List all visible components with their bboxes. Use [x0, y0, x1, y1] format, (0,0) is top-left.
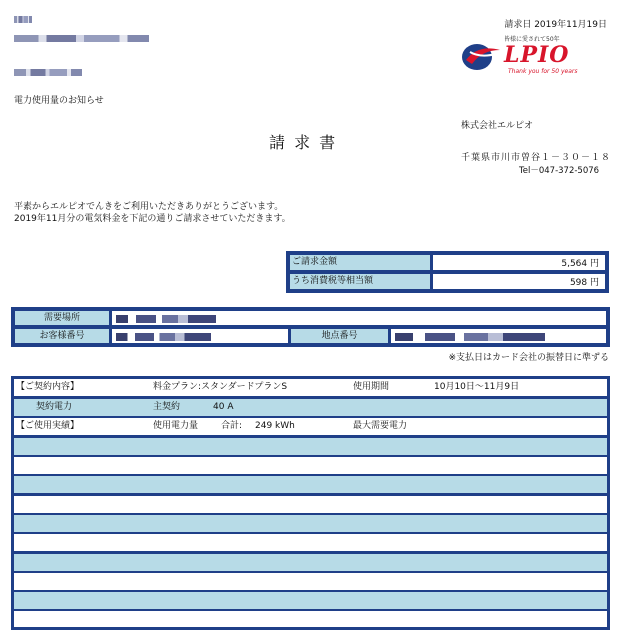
tax-amount-cell — [432, 273, 606, 290]
location-value — [111, 310, 607, 326]
empty-row — [14, 457, 607, 474]
redacted-text — [14, 16, 32, 23]
usage-header: 【ご使用実績】 — [16, 421, 80, 431]
customer-number-value — [111, 328, 289, 344]
main-contract-value: 40 A — [213, 402, 234, 412]
tax-amount-value: 598 円 — [569, 278, 599, 288]
contract-header: 【ご契約内容】 — [16, 382, 80, 392]
total-amount-value: 5,564 円 — [561, 259, 599, 269]
logo-swirl-icon — [460, 40, 504, 74]
empty-row — [14, 573, 607, 590]
document-title: 請 求 書 — [269, 133, 338, 152]
main-contract-label: 主契約 — [153, 402, 181, 412]
empty-row — [14, 515, 607, 532]
empty-row — [14, 496, 607, 513]
logo-text: LPIO — [504, 42, 570, 68]
redacted-text — [14, 35, 149, 42]
greeting-line-2: 2019年11月分の電気料金を下記の通りご請求させていただきます。 — [14, 214, 291, 224]
empty-row — [14, 438, 607, 455]
redacted-text — [14, 69, 82, 76]
period-label: 使用期間 — [353, 382, 390, 392]
greeting-line-1: 平素からエルピオでんきをご利用いただきありがとうございます。 — [14, 202, 284, 212]
redacted-location — [116, 315, 216, 323]
tax-amount-label: うち消費税等相当額 — [289, 273, 431, 290]
total-amount-cell — [432, 254, 606, 271]
billing-date: 請求日 2019年11月19日 — [504, 20, 607, 30]
company-name: 株式会社エルピオ — [461, 121, 534, 131]
empty-row — [14, 554, 607, 571]
logo-tagline-bottom: Thank you for 50 years — [508, 68, 578, 75]
usage-total-value: 249 kWh — [255, 421, 295, 431]
point-number-value — [390, 328, 607, 344]
max-demand-label: 最大需要電力 — [353, 421, 408, 431]
period-value: 10月10日～11月9日 — [434, 382, 520, 392]
logo-tagline-top: 皆様に愛されて50年 — [504, 36, 560, 43]
contract-row — [14, 379, 607, 396]
customer-number-label: お客様番号 — [14, 328, 110, 344]
payment-note: ※支払日はカード会社の振替日に準ずる — [448, 353, 609, 363]
usage-row — [14, 418, 607, 435]
company-phone: Tel－047-372-5076 — [519, 166, 600, 176]
empty-row — [14, 476, 607, 493]
redacted-customer-number — [116, 333, 211, 341]
point-number-label: 地点番号 — [290, 328, 389, 344]
redacted-point-number — [395, 333, 545, 341]
total-amount-label: ご請求金額 — [289, 254, 431, 271]
usage-label: 使用電力量 — [153, 421, 199, 431]
contract-power-row — [14, 399, 607, 416]
usage-total-label: 合計: — [221, 421, 243, 431]
empty-row — [14, 534, 607, 551]
company-address: 千葉県市川市曽谷１－３０－１８ — [461, 153, 612, 163]
location-label: 需要場所 — [14, 310, 110, 326]
company-logo — [460, 34, 608, 78]
notice-title: 電力使用量のお知らせ — [14, 96, 104, 106]
contract-power-label: 契約電力 — [36, 402, 73, 412]
plan-label: 料金プラン:スタンダードプランS — [153, 382, 288, 392]
empty-row — [14, 611, 607, 627]
empty-row — [14, 592, 607, 609]
